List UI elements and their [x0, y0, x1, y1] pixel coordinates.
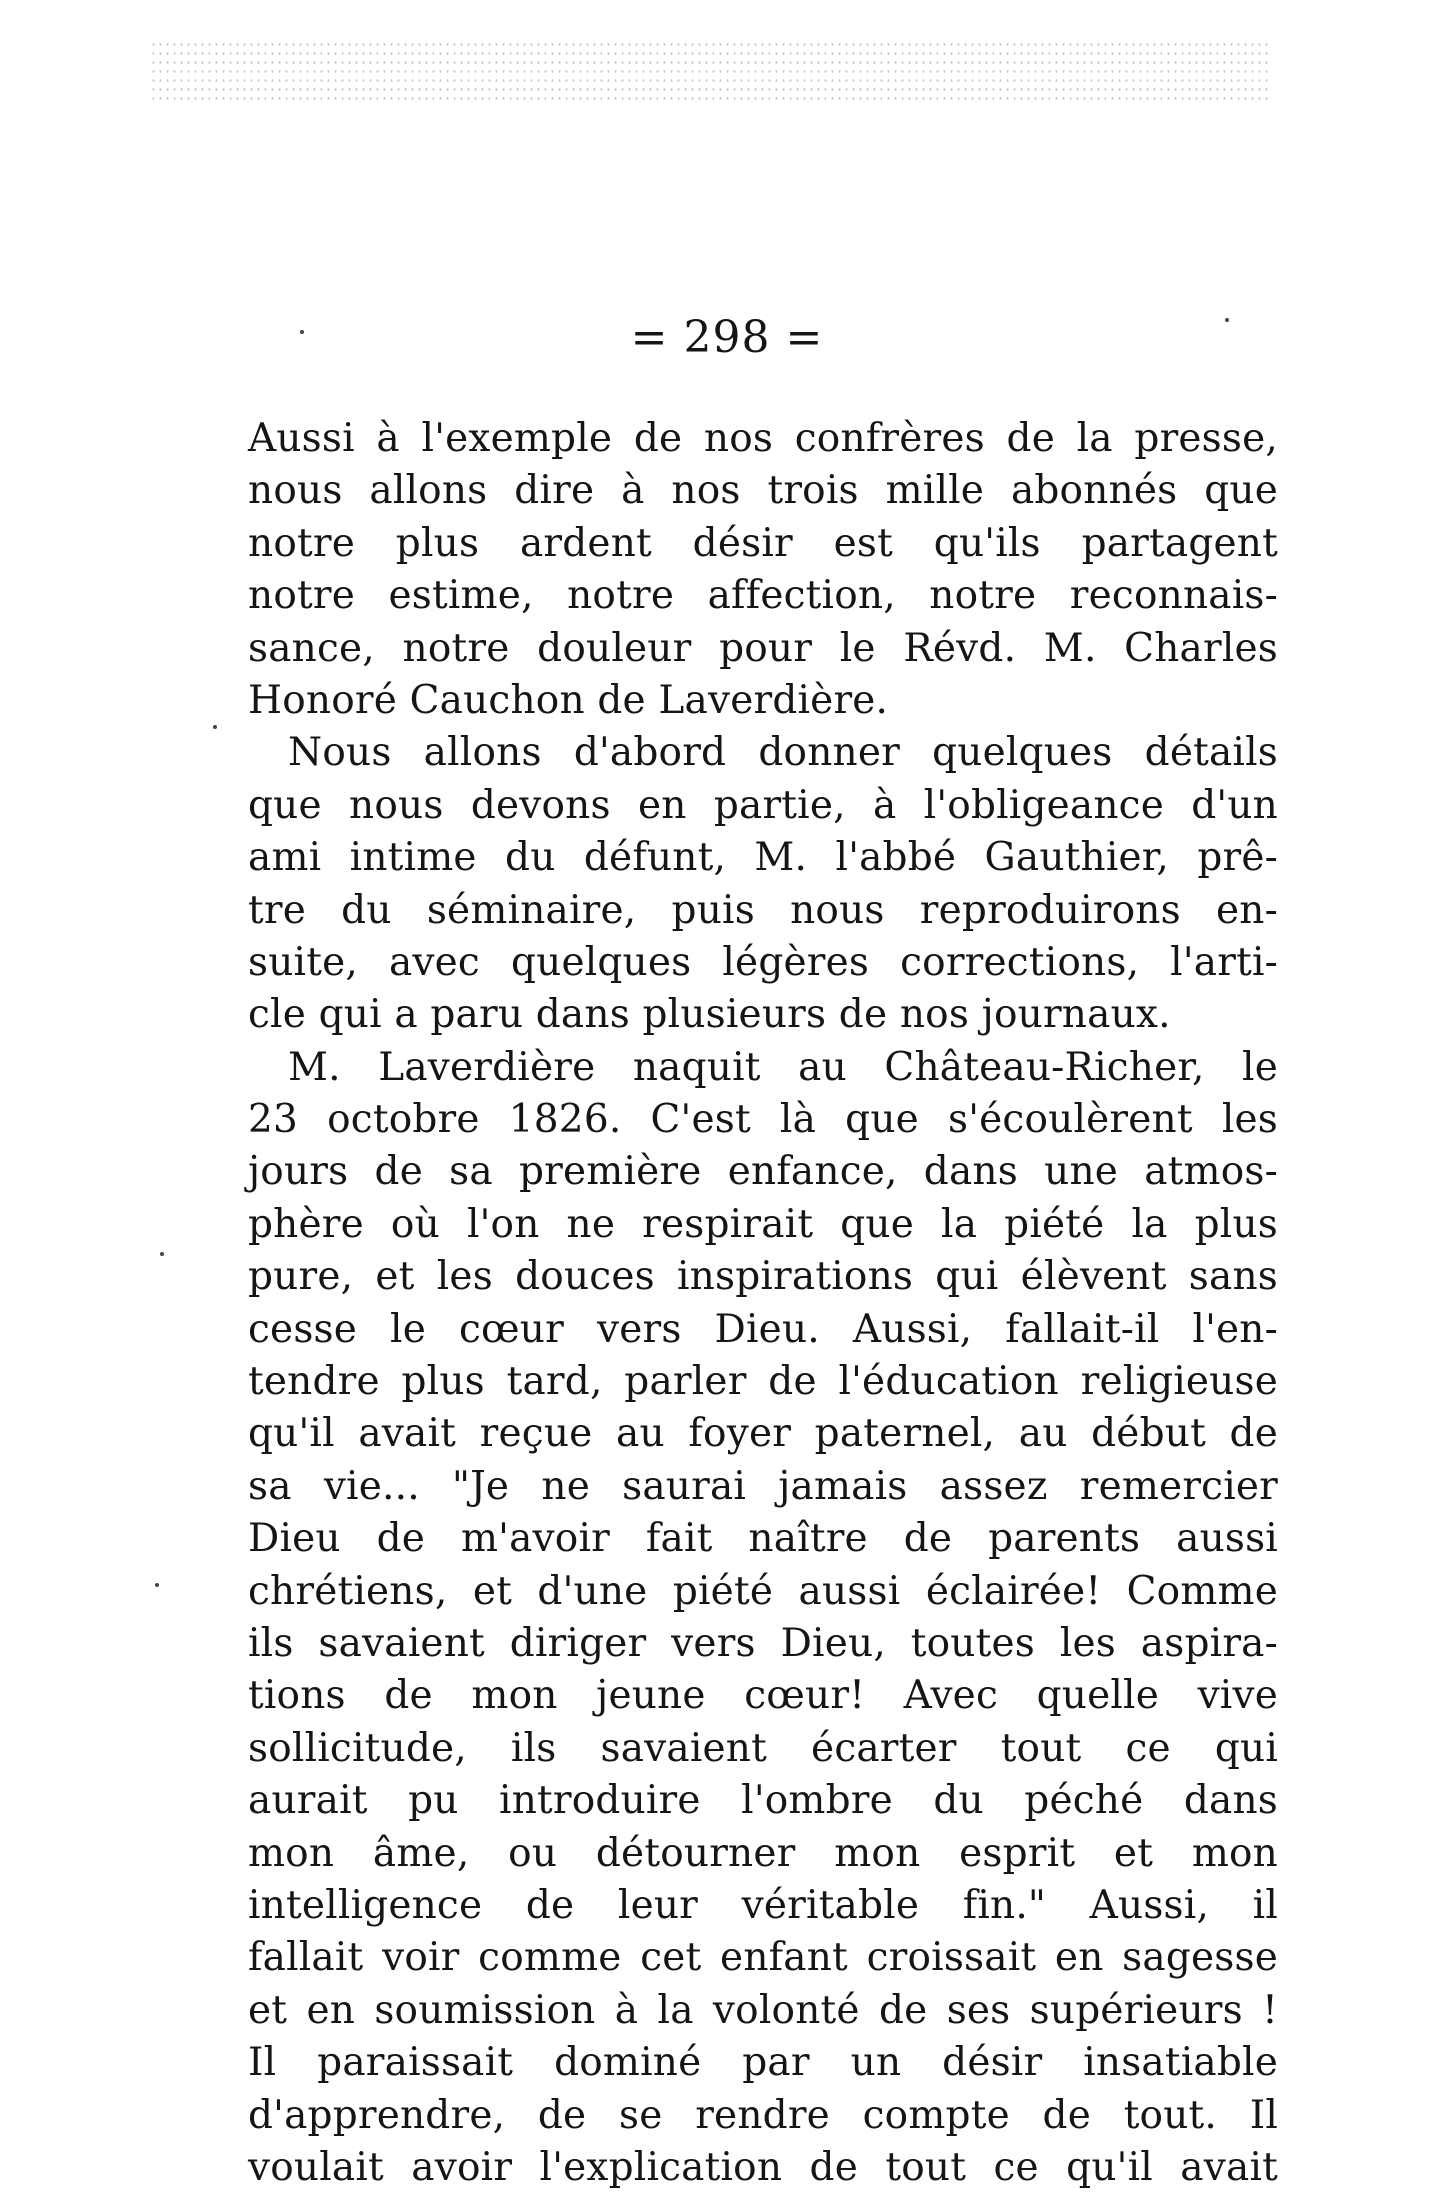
text-line: suite, avec quelques légères corrections, l'arti-: [248, 939, 1278, 985]
text-line: sance, notre douleur pour le Révd. M. Charles: [248, 625, 1278, 671]
text-line: Aussi à l'exemple de nos confrères de la presse,: [248, 416, 1278, 461]
page-number: = 298 =: [630, 312, 824, 363]
text-line: voulait avoir l'explication de tout ce qu'il avait: [248, 2144, 1278, 2190]
scan-noise: [150, 40, 1270, 100]
text-line: cesse le cœur vers Dieu. Aussi, fallait-il l'en-: [248, 1306, 1278, 1352]
scan-speck: [160, 1252, 164, 1256]
text-line: Dieu de m'avoir fait naître de parents aussi: [248, 1516, 1278, 1562]
scan-speck: [155, 1583, 159, 1587]
text-line: Honoré Cauchon de Laverdière.: [248, 677, 889, 723]
text-line: tre du séminaire, puis nous reproduirons en-: [248, 887, 1278, 933]
text-line: 23 octobre 1826. C'est là que s'écoulèrent les: [248, 1097, 1278, 1143]
text-line: aurait pu introduire l'ombre du péché dans: [248, 1778, 1278, 1824]
text-line: fallait voir comme cet enfant croissait en sagesse: [248, 1935, 1278, 1981]
text-line: mon âme, ou détourner mon esprit et mon: [248, 1830, 1278, 1876]
text-line: qu'il avait reçue au foyer paternel, au début de: [248, 1411, 1278, 1457]
text-line: M. Laverdière naquit au Château-Richer, le: [288, 1044, 1278, 1090]
scan-speck: [213, 725, 217, 729]
text-line: sollicitude, ils savaient écarter tout ce qui: [248, 1725, 1278, 1771]
text-line: tendre plus tard, parler de l'éducation religieuse: [248, 1359, 1278, 1405]
text-line: notre plus ardent désir est qu'ils partagent: [248, 520, 1278, 566]
text-line: notre estime, notre affection, notre reconnais-: [248, 573, 1278, 619]
text-line: intelligence de leur véritable fin." Aussi, il: [248, 1882, 1278, 1928]
text-line: chrétiens, et d'une piété aussi éclairée! Comme: [248, 1568, 1278, 1614]
text-line: et en soumission à la volonté de ses supérieurs !: [248, 1987, 1278, 2033]
body-text: [248, 413, 1278, 2194]
text-line: nous allons dire à nos trois mille abonnés que: [248, 468, 1278, 514]
text-line: ils savaient diriger vers Dieu, toutes les aspira-: [248, 1620, 1278, 1666]
text-line: pure, et les douces inspirations qui élèvent sans: [248, 1254, 1278, 1300]
text-line: tions de mon jeune cœur! Avec quelle vive: [248, 1673, 1278, 1719]
text-line: ami intime du défunt, M. l'abbé Gauthier, prê-: [248, 835, 1278, 881]
text-line: que nous devons en partie, à l'obligeance d'un: [248, 782, 1278, 828]
text-line: jours de sa première enfance, dans une atmos-: [248, 1149, 1278, 1195]
text-line: Il paraissait dominé par un désir insatiable: [248, 2040, 1278, 2086]
text-line: d'apprendre, de se rendre compte de tout. Il: [248, 2092, 1278, 2138]
text-line: phère où l'on ne respirait que la piété la plus: [248, 1201, 1278, 1247]
text-line: sa vie... "Je ne saurai jamais assez remercier: [248, 1463, 1278, 1509]
text-line: cle qui a paru dans plusieurs de nos journaux.: [248, 992, 1171, 1038]
text-line: Nous allons d'abord donner quelques détails: [288, 730, 1278, 776]
